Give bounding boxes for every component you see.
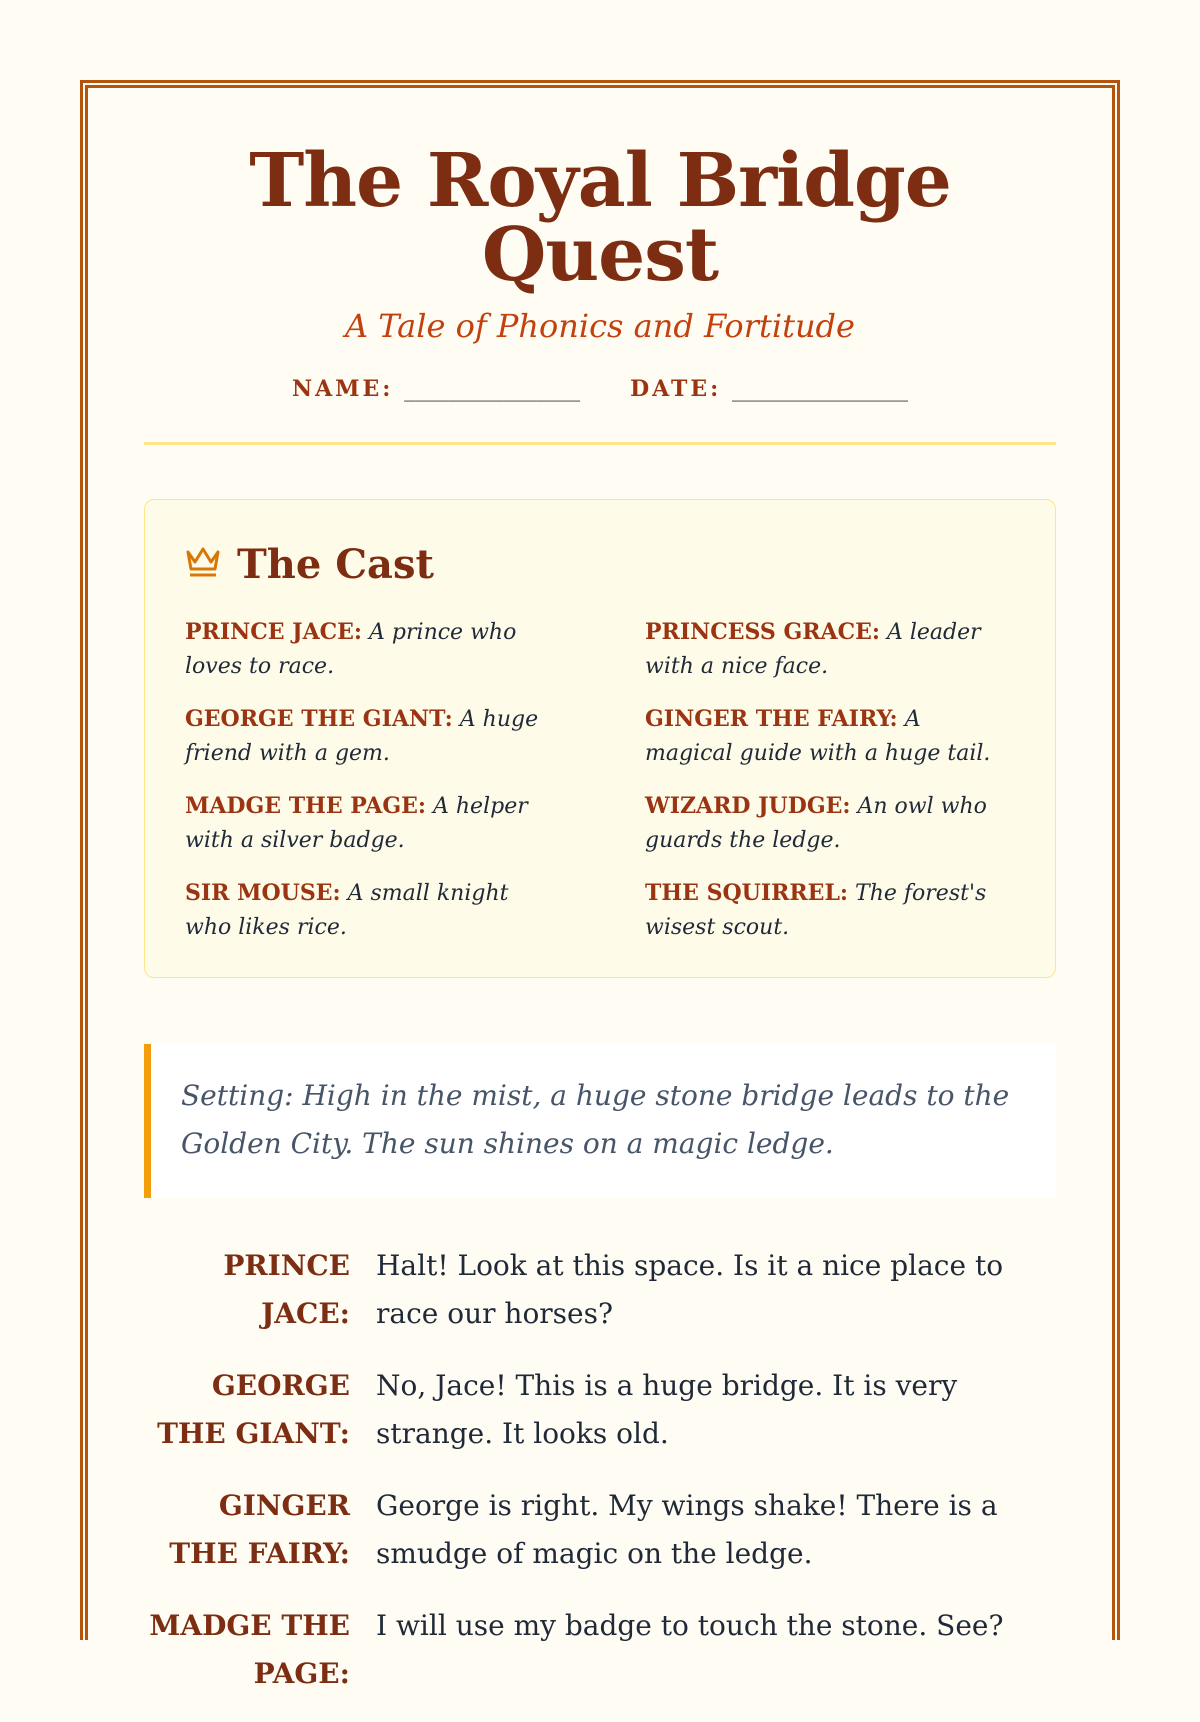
cast-member [185, 789, 555, 858]
date-field[interactable] [630, 376, 908, 402]
cast-member-name: GINGER THE FAIRY: [645, 706, 898, 732]
cast-member-name: WIZARD JUDGE: [645, 793, 851, 819]
speaker-name: GINGER THE FAIRY: [169, 1489, 350, 1570]
name-date-row [144, 376, 1056, 402]
name-label: NAME: [292, 376, 394, 402]
speech-text: Halt! Look at this space. Is it a nice place to race our horses? [376, 1249, 1004, 1330]
cast-member-name: THE SQUIRREL: [645, 880, 849, 906]
worksheet-page [80, 80, 1120, 1690]
cast-member-desc: The forest's wisest scout. [645, 881, 987, 940]
cast-member-desc: An owl who guards the ledge. [645, 794, 987, 853]
dialogue-line [144, 1602, 1056, 1698]
cast-list [185, 615, 1015, 945]
page-subtitle: A Tale of Phonics and Fortitude [345, 307, 855, 345]
crown-icon [185, 544, 221, 585]
cast-member-name: SIR MOUSE: [185, 880, 341, 906]
cast-member-name: PRINCE JACE: [185, 619, 363, 645]
cast-member-desc: A magical guide with a huge tail. [645, 707, 991, 766]
cast-member [645, 615, 1015, 684]
page-title: The Royal Bridge Quest [249, 138, 951, 298]
worksheet-content [144, 138, 1056, 1722]
date-label: DATE: [630, 376, 722, 402]
dialogue-line [144, 1242, 1056, 1338]
cast-title: The Cast [237, 540, 434, 588]
cast-member-name: PRINCESS GRACE: [645, 619, 880, 645]
setting-note: Setting: High in the mist, a huge stone bridge leads to the Golden City. The sun shines on a magic ledge. [144, 1044, 1056, 1198]
cast-panel [144, 499, 1056, 978]
cast-member-desc: A huge friend with a gem. [185, 707, 539, 766]
cast-member-name: GEORGE THE GIANT: [185, 706, 453, 732]
speech-text: No, Jace! This is a huge bridge. It is very strange. It looks old. [376, 1369, 958, 1450]
speech-text: I will use my badge to touch the stone. See? [376, 1609, 1004, 1642]
speaker-name: PRINCE JACE: [223, 1249, 350, 1330]
dialogue-line [144, 1362, 1056, 1458]
name-field[interactable] [292, 376, 580, 402]
speaker-name: GEORGE THE GIANT: [157, 1369, 350, 1450]
cast-member [185, 702, 555, 771]
cast-member [645, 702, 1015, 771]
cast-member-name: MADGE THE PAGE: [185, 793, 426, 819]
cast-member-desc: A leader with a nice face. [645, 620, 981, 679]
name-blank: ________________ [404, 377, 581, 402]
dialogue-line [144, 1482, 1056, 1578]
speech-text: George is right. My wings shake! There is a smudge of magic on the ledge. [376, 1489, 998, 1570]
header-divider [144, 442, 1056, 445]
cast-member-desc: A helper with a silver badge. [185, 794, 528, 853]
cast-member [645, 789, 1015, 858]
cast-member [185, 615, 555, 684]
speaker-name: MADGE THE PAGE: [149, 1609, 350, 1690]
cast-heading [185, 540, 1015, 588]
cast-member-desc: A prince who loves to race. [185, 620, 517, 679]
cast-member [185, 876, 555, 945]
date-blank: ________________ [731, 377, 908, 402]
cast-member [645, 876, 1015, 945]
script-dialogue [144, 1242, 1056, 1698]
cast-member-desc: A small knight who likes rice. [185, 881, 509, 940]
